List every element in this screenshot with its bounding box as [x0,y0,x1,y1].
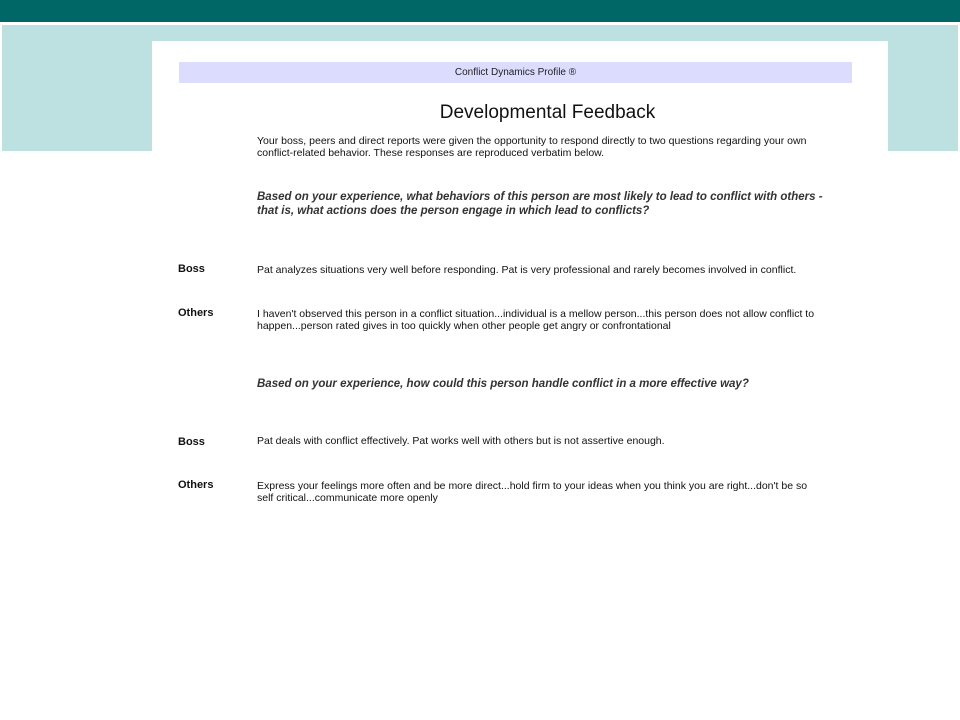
response-label-others: Others [178,307,214,319]
response-text-others: I haven't observed this person in a conflict situation...individual is a mellow person...this person does not allow conflict to happen...person rated gives in too quickly when other people get angry or confrontational [257,308,815,332]
response-text-others: Express your feelings more often and be more direct...hold firm to your ideas when you think you are right...don't be so self critical...communicate more openly [257,480,808,504]
response-label-boss: Boss [178,436,205,448]
document-page [152,41,888,601]
question-2: Based on your experience, how could this person handle conflict in a more effective way? [257,378,749,390]
page-title: Developmental Feedback [439,102,656,123]
response-text-boss: Pat deals with conflict effectively. Pat works well with others but is not assertive enough. [257,435,665,447]
response-text-boss: Pat analyzes situations very well before responding. Pat is very professional and rarely becomes involved in conflict. [257,264,797,276]
slide-top-bar [0,0,960,22]
response-label-others: Others [178,479,214,491]
document-header: Conflict Dynamics Profile ® [179,62,852,83]
intro-paragraph: Your boss, peers and direct reports were given the opportunity to respond directly to two questions regarding your own conflict-related behavior. These responses are reproduced verbatim below. [257,135,807,159]
question-1: Based on your experience, what behaviors of this person are most likely to lead to conflict with others - that is, what actions does the person engage in which lead to conflicts? [257,191,823,217]
response-label-boss: Boss [178,263,205,275]
